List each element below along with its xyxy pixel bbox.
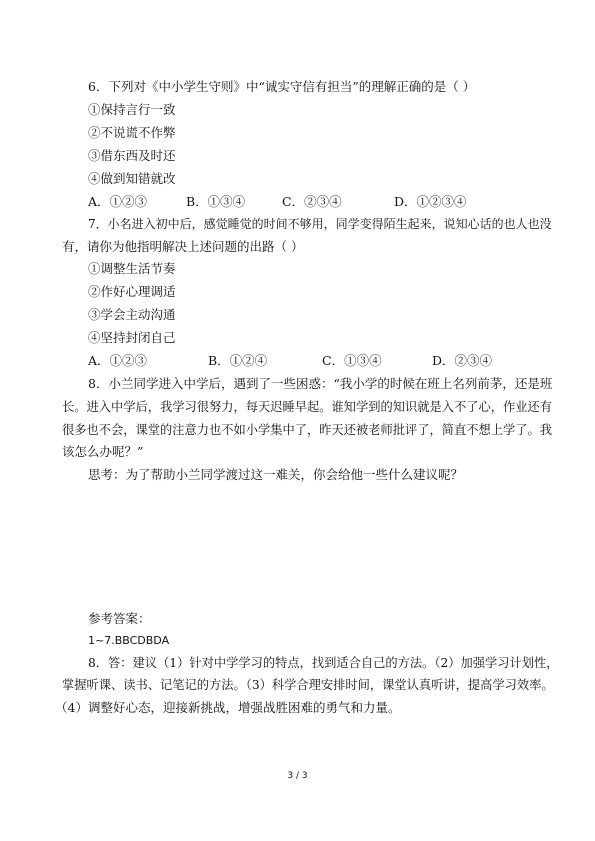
q7-stem-line1: 7．小名进入初中后，感觉睡觉的时间不够用，同学变得陌生起来，说知心话的也人也没 bbox=[88, 217, 552, 231]
q6-stem: 6．下列对《中小学生守则》中“诚实守信有担当”的理解正确的是（ ） bbox=[88, 79, 476, 94]
q6-item-1: ①保持言行一致 bbox=[88, 102, 176, 117]
q7-item-4: ④坚持封闭自己 bbox=[88, 330, 176, 345]
q8-line4: 该怎么办呢？” bbox=[62, 444, 144, 459]
q8-line1: 8．小兰同学进入中学后，遇到了一些困惑：“我小学的时候在班上名列前茅，还是班 bbox=[88, 376, 553, 391]
answers-title: 参考答案： bbox=[88, 611, 151, 626]
q6-item-4: ④做到知错就改 bbox=[88, 171, 176, 186]
answer-8-line3: （4）调整好心态，迎接新挑战，增强战胜困难的勇气和力量。 bbox=[55, 700, 401, 715]
answer-8-line1: 8．答：建议（1）针对中学学习的特点，找到适合自己的方法。（2）加强学习计划性， bbox=[88, 656, 559, 670]
q6-choice-a: A．①②③ bbox=[88, 194, 148, 209]
page-number: 3 / 3 bbox=[287, 771, 308, 781]
q8-line3: 很多也不会，课堂的注意力也不如小学集中了，昨天还被老师批评了，简直不想上学了。我 bbox=[62, 423, 552, 437]
answers-mc: 1~7.BBCDBDA bbox=[88, 634, 170, 647]
q8-think: 思考：为了帮助小兰同学渡过这一难关，你会给他一些什么建议呢？ bbox=[88, 467, 464, 482]
q7-item-2: ②作好心理调适 bbox=[88, 284, 176, 299]
q8-line2: 长。进入中学后，我学习很努力，每天迟睡早起。谁知学到的知识就是入不了心，作业还有 bbox=[62, 400, 552, 414]
q6-item-2: ②不说谎不作弊 bbox=[88, 125, 176, 140]
q7-choice-a: A．①②③ bbox=[88, 353, 148, 368]
q7-choice-d: D．②③④ bbox=[432, 353, 493, 368]
q7-choice-c: C．①③④ bbox=[322, 353, 382, 368]
answer-8-line2: 掌握听课、读书、记笔记的方法。（3）科学合理安排时间，课堂认真听讲，提高学习效率。 bbox=[62, 678, 554, 692]
q6-choice-c: C．②③④ bbox=[282, 194, 342, 209]
q6-item-3: ③借东西及时还 bbox=[88, 148, 176, 163]
q6-choice-b: B．①③④ bbox=[186, 194, 246, 209]
q7-stem-line2: 有，请你为他指明解决上述问题的出路（ ） bbox=[62, 239, 304, 254]
q7-item-3: ③学会主动沟通 bbox=[88, 307, 176, 322]
q7-choice-b: B．①②④ bbox=[208, 353, 268, 368]
q7-item-1: ①调整生活节奏 bbox=[88, 261, 176, 276]
q6-choice-d: D．①②③④ bbox=[394, 194, 467, 209]
